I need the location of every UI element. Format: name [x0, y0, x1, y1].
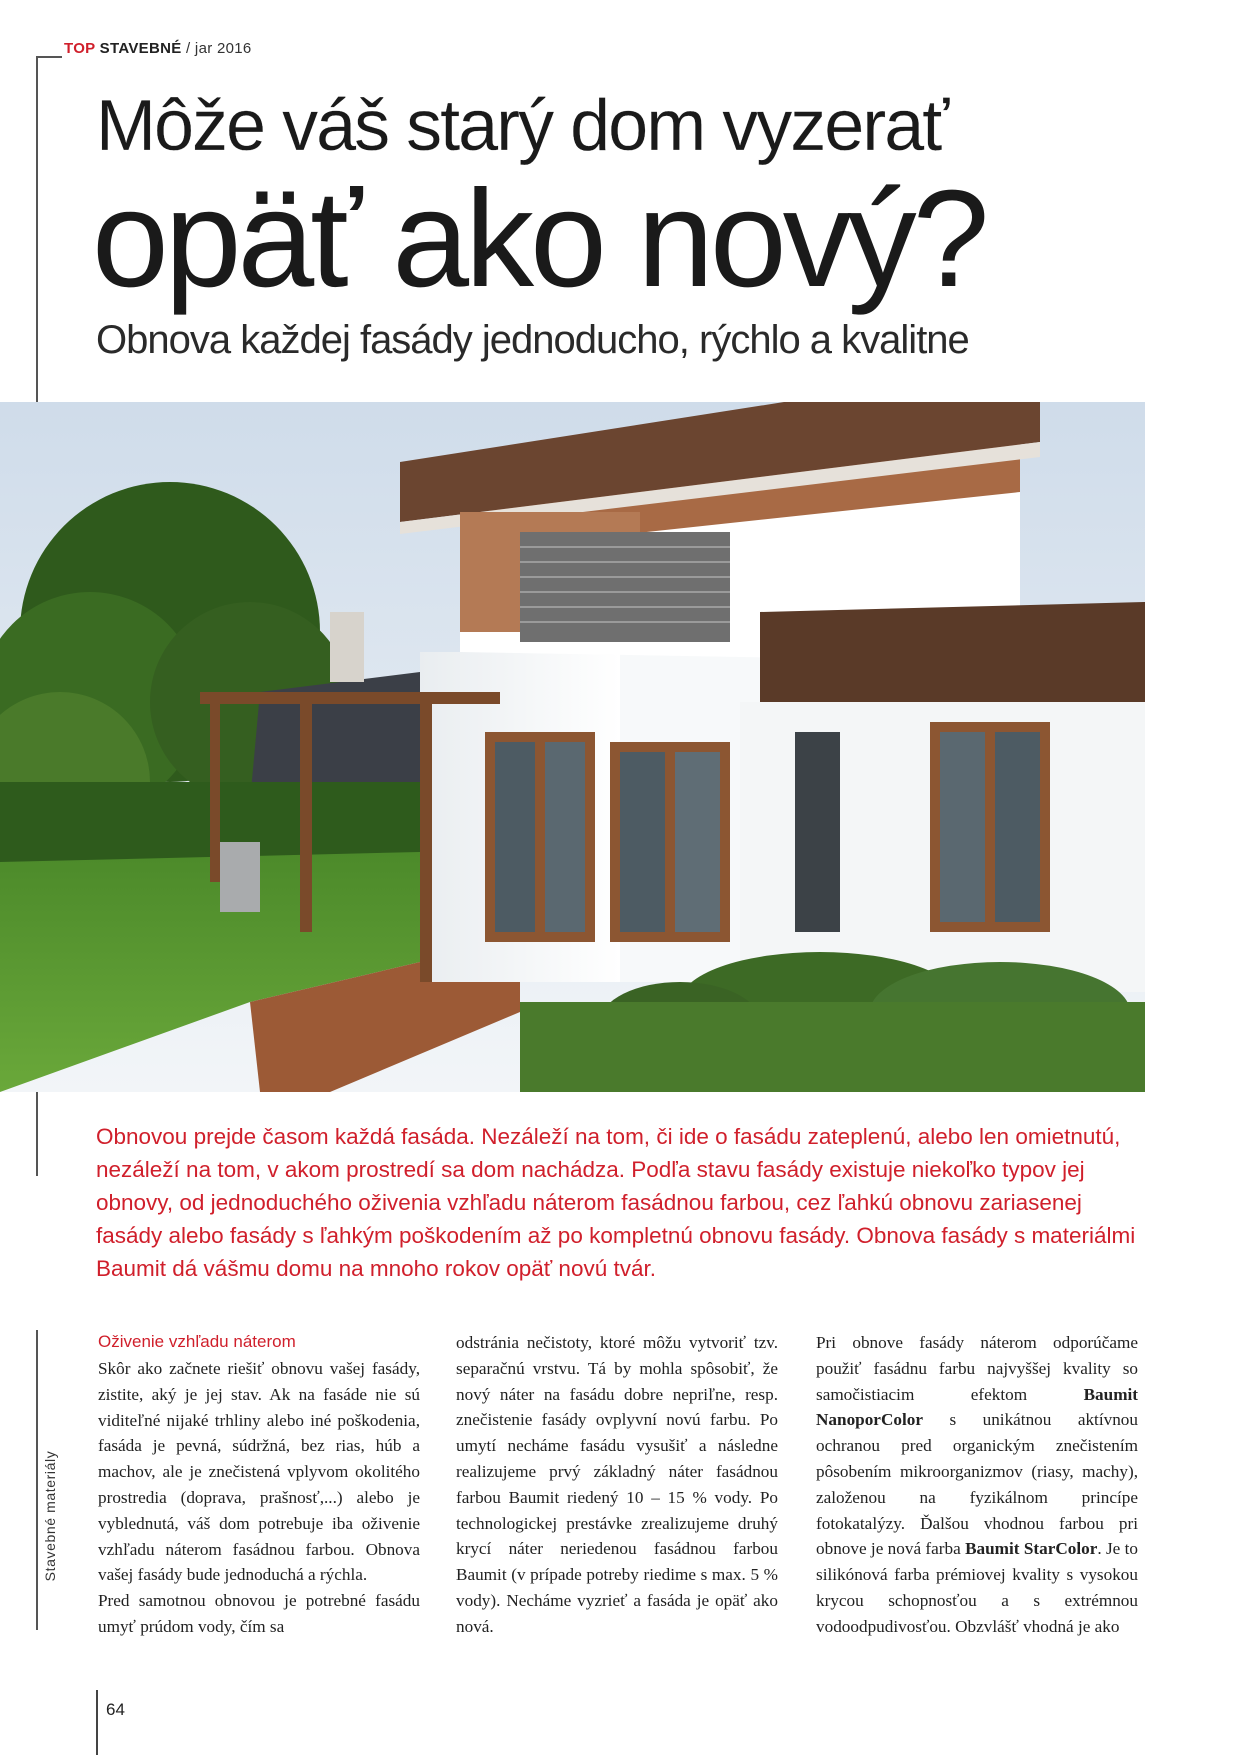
- title-line-1: Môže váš starý dom vyzerať: [96, 86, 948, 166]
- side-rule: [36, 1330, 38, 1630]
- product-starcolor: Baumit StarColor: [965, 1539, 1098, 1559]
- page-header: [64, 40, 252, 57]
- column-3: [816, 1330, 1138, 1640]
- lead-paragraph: Obnovou prejde časom každá fasáda. Nezáleží na tom, či ide o fasádu zateplenú, alebo len omietnutú, nezáleží na tom, v akom prostredí sa dom nachádza. Podľa stavu fasády existuje niekoľko typov jej obnovy, od jednoduchého oživenia vzhľadu náterom fasádnou farbou, cez ľahkú obnovu zariasenej fasády alebo fasády s ľahkým poškodením až po kompletnú obnovu fasády. Obnova fasády s materiálmi Baumit dá vášmu domu na mnoho rokov opäť novú tvár.: [96, 1124, 1136, 1281]
- house-photo: [0, 402, 1145, 1092]
- column-1: [98, 1330, 420, 1640]
- product-nanoporcolor: Baumit NanoporColor: [816, 1384, 1139, 1430]
- article-columns: [98, 1330, 1148, 1636]
- column-subheading: Oživenie vzhľadu náterom: [98, 1332, 296, 1351]
- column-3-text-c: s unikátnou aktívnou ochranou pred organickým znečistením pôsobením mikroorganizmov (riasy, machy), založenou na fyzikálnom princípe fotokatalýzy. Ďalšou vhodnou farbou pri obnove je nová farba: [816, 1410, 1138, 1559]
- column-1-paragraph-2: Pred samotnou obnovou je potrebné fasádu umyť prúdom vody, čím sa: [98, 1591, 420, 1636]
- column-3-paragraph: [816, 1330, 1138, 1640]
- page-number: 64: [106, 1700, 125, 1719]
- page-number-rule: [96, 1690, 98, 1755]
- column-3-text-d: . Je to silikónová farba prémiovej kvality s vysokou krycou schopnosťou a s extrémnou vodoodpudivosťou. Obzvlášť vhodná je ako: [816, 1539, 1138, 1636]
- header-section: STAVEBNÉ: [99, 40, 182, 57]
- header-issue: / jar 2016: [186, 40, 252, 57]
- frame-top-rule: [36, 56, 62, 58]
- title-line-2: opäť ako nový?: [92, 162, 986, 316]
- header-top: TOP: [64, 40, 96, 57]
- section-side-label-text: Stavebné materiály: [42, 1450, 58, 1582]
- section-side-label: [42, 1420, 60, 1620]
- subtitle: Obnova každej fasády jednoducho, rýchlo a kvalitne: [96, 318, 969, 362]
- column-2-paragraph: odstránia nečistoty, ktoré môžu vytvoriť tzv. separačnú vrstvu. Tá by mohla spôsobiť, že nový náter na fasádu dobre nepriľne, resp. znečistenie fasády ovplyvní novú farbu. Po umytí necháme fasádu vysušiť a následne realizujeme prvý základný náter fasádnou farbou Baumit riedený 10 – 15 % vody. Po technologickej prestávke zrealizujeme druhý krycí náter neriedenou fasádnou farbou Baumit (v prípade potreby riedime s max. 5 % vody). Necháme vyzrieť a fasáda je opäť ako nová.: [456, 1333, 778, 1636]
- column-2: [456, 1330, 778, 1640]
- column-1-paragraph-1: Skôr ako začnete riešiť obnovu vašej fasády, zistite, aký je jej stav. Ak na fasáde nie sú viditeľné nijaké trhliny alebo iné poškodenia, fasáda je pevná, súdržná, bez rias, húb a machov, ale je znečistená vplyvom okolitého prostredia (doprava, prašnosť,...) alebo je vyblednutá, váš dom potrebuje iba oživenie vzhľadu náterom fasádnou farbou. Obnova vašej fasády bude jednoduchá a rýchla.: [98, 1359, 420, 1585]
- column-3-text-a: Pri obnove fasády náterom odporúčame použiť fasádnu farbu najvyššej kvality so samočistiacim efektom: [816, 1333, 1138, 1404]
